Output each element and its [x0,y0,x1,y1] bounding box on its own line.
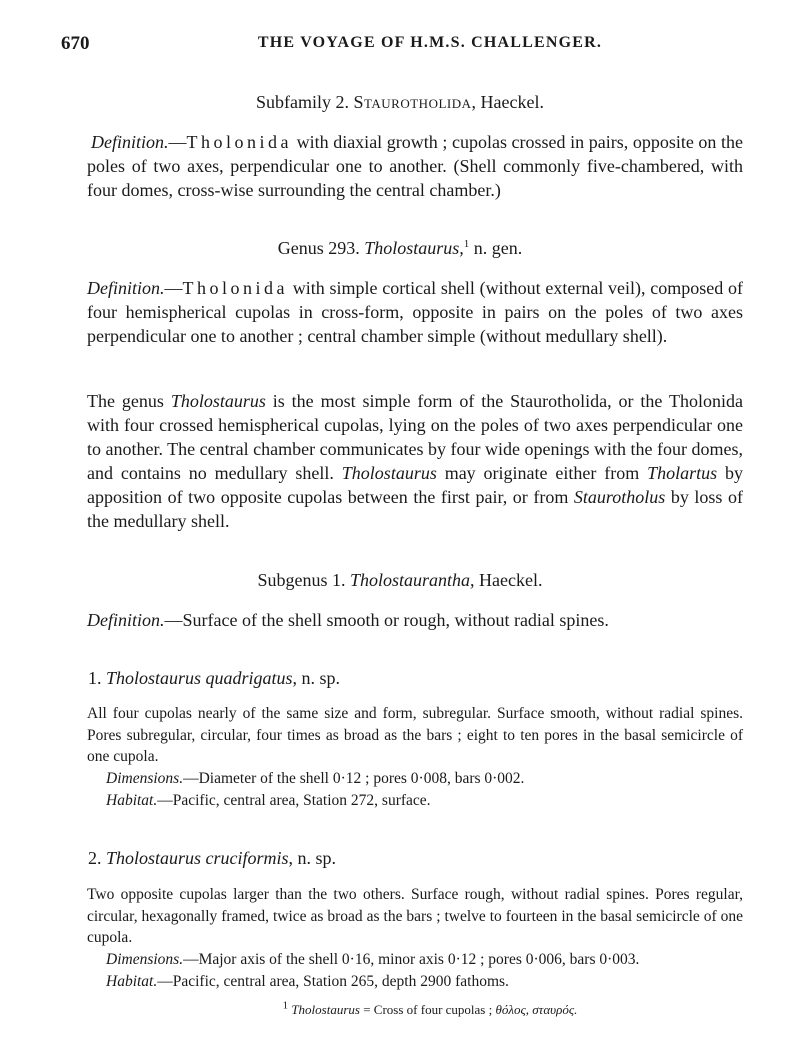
species-dimensions [106,768,746,790]
genus-name-ref: Tholartus [647,463,718,483]
definition-spaced-word: Tholonida [182,278,288,298]
genus-heading [0,238,800,259]
footnote-greek: θόλος, σταυρός. [495,1002,578,1017]
footnote-mark: 1 [463,238,470,250]
footnote [0,999,800,1018]
dimensions-label: Dimensions. [106,951,184,968]
genus-definition [87,276,743,348]
habitat-label: Habitat. [106,792,158,809]
subfamily-definition [87,130,743,202]
genus-name: Tholostaurus, [364,238,464,258]
species-title [88,848,336,869]
subgenus-name: Tholostaurantha [350,570,471,590]
page-number: 670 [61,33,90,54]
species-name: Tholostaurus cruciformis [106,848,289,868]
definition-text: —Surface of the shell smooth or rough, without radial spines. [164,610,609,630]
species-suffix: , n. sp. [292,668,341,688]
discussion-text: by apposition of two opposite cupolas between the first pair, or from [87,463,744,507]
footnote-term: Tholostaurus [291,1002,360,1017]
running-title: THE VOYAGE OF H.M.S. CHALLENGER. [257,34,603,51]
species-dimensions [106,949,746,971]
genus-name-ref: Tholostaurus [170,391,266,411]
dimensions-text: —Diameter of the shell 0·12 ; pores 0·008, bars 0·002. [183,770,525,787]
genus-discussion [87,389,743,533]
definition-label: Definition. [87,278,165,298]
genus-prefix: Genus 293. [277,238,360,258]
species-number: 1. [88,668,102,688]
definition-spaced-word: Tholonida [186,132,292,152]
species-number: 2. [88,848,102,868]
subfamily-heading [0,92,800,113]
footnote-text: = Cross of four cupolas ; [359,1002,496,1017]
definition-text: with simple cortical shell (without external veil), composed of four hemispherical cupolas in cross-form, opposite in pairs on the poles of two axes perpendicular one to another ; central chamber simple (without medullary shell). [87,278,743,346]
discussion-text: may originate either from [436,463,648,483]
habitat-label: Habitat. [106,973,158,990]
dimensions-text: —Major axis of the shell 0·16, minor axis 0·12 ; pores 0·006, bars 0·003. [183,951,640,968]
species-description: Two opposite cupolas larger than the two others. Surface rough, without radial spines. Pores regular, circular, hexagonally framed, twice as broad as the bars ; twelve to fourteen in the basal semicircle of one cupola. [87,886,743,946]
genus-name-ref: Tholostaurus [341,463,437,483]
subgenus-definition [87,608,743,632]
species-description: All four cupolas nearly of the same size and form, subregular. Surface smooth, without radial spines. Pores subregular, circular, four times as broad as the bars ; eight to ten pores in the basal semicircle of one cupola. [87,705,743,765]
genus-name-ref: Staurotholus [573,487,666,507]
species-name: Tholostaurus quadrigatus [106,668,293,688]
subfamily-prefix: Subfamily 2. [256,92,349,112]
species-suffix: , n. sp. [288,848,337,868]
habitat-text: —Pacific, central area, Station 272, surface. [157,792,431,809]
dimensions-label: Dimensions. [106,770,184,787]
discussion-text: is the most simple form of the Staurotholida, or the Tholonida with four crossed hemispherical cupolas, lying on the poles of two axes perpendicular one to another. The central chamber communicates by four wide openings with the four domes, and contains no medullary shell. [87,391,743,483]
definition-label: Definition. [87,610,165,630]
definition-dash: — [168,132,187,152]
subgenus-heading [0,570,800,591]
species-title [88,668,340,689]
definition-label: Definition. [91,132,169,152]
subgenus-author: , Haeckel. [470,570,543,590]
subfamily-author: , Haeckel. [471,92,544,112]
subfamily-name: Staurotholida [353,92,472,112]
definition-dash: — [164,278,183,298]
discussion-text: The genus [87,391,171,411]
discussion-text: by loss of the medullary shell. [87,487,743,531]
species-habitat [106,790,746,812]
footnote-mark: 1 [282,999,289,1012]
definition-text: with diaxial growth ; cupolas crossed in pairs, opposite on the poles of two axes, perpendicular one to another. (Shell commonly five-chambered, with four domes, cross-wise surrounding the central chamber.) [87,132,743,200]
genus-suffix: n. gen. [469,238,523,258]
subgenus-prefix: Subgenus 1. [257,570,346,590]
species-habitat [106,971,746,993]
habitat-text: —Pacific, central area, Station 265, depth 2900 fathoms. [157,973,509,990]
